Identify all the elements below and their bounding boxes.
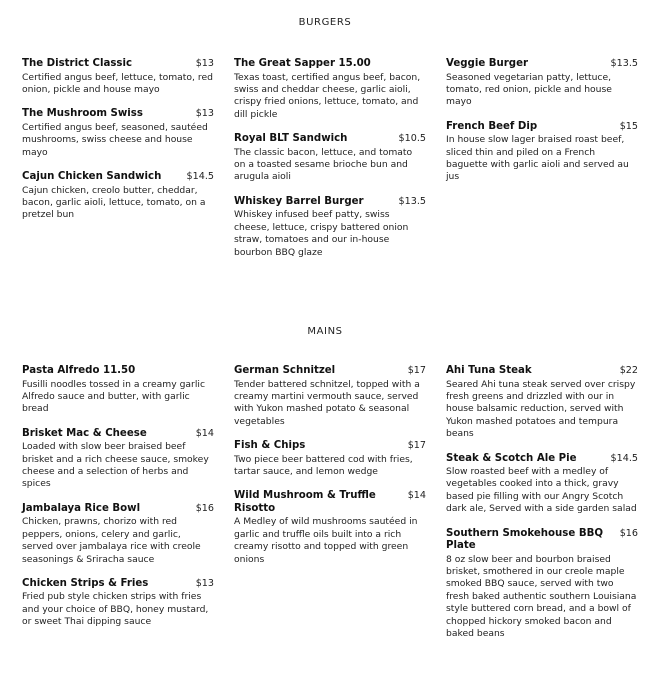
- menu-item: [234, 58, 426, 121]
- item-description: Texas toast, certified angus beef, bacon, swiss and cheddar cheese, garlic aioli, crispy fried onions, lettuce, tomato, and dill pickle: [234, 71, 421, 120]
- item-name: Royal BLT Sandwich: [234, 133, 348, 145]
- menu-item: [22, 578, 214, 629]
- menu-item: [234, 133, 426, 184]
- item-name: Steak & Scotch Ale Pie: [446, 452, 577, 464]
- menu-item: [234, 440, 426, 478]
- item-name: Chicken Strips & Fries: [22, 577, 149, 589]
- menu-item: [234, 365, 426, 428]
- item-price: $10.5: [398, 133, 426, 145]
- menu-item: [22, 171, 214, 222]
- menu-item: [22, 428, 214, 491]
- item-price: $16: [195, 502, 214, 514]
- item-description: Fusilli noodles tossed in a creamy garlic Alfredo sauce and butter, with garlic bread: [22, 378, 205, 415]
- item-price: $13: [195, 108, 214, 120]
- menu-item: [22, 58, 214, 96]
- menu-item: [446, 528, 638, 641]
- item-name: Brisket Mac & Cheese: [22, 427, 147, 439]
- item-name: The District Classic: [22, 58, 133, 69]
- menu-item: [22, 365, 214, 416]
- section-title-burgers: BURGERS: [298, 17, 352, 28]
- item-description: Chicken, prawns, chorizo with red peppers, onions, celery and garlic, served over jambalaya rice with creole seasonings & Sriracha sauce: [22, 516, 201, 565]
- burgers-column-2: [234, 58, 426, 271]
- item-description: A Medley of wild mushrooms sautéed in garlic and truffle oils built into a rich creamy risotto and topped with green onions: [234, 516, 418, 565]
- item-price: $15: [619, 120, 638, 132]
- menu-item: [446, 58, 638, 109]
- item-description: Slow roasted beef with a medley of vegetables cooked into a thick, gravy based pie filling with our Angry Scotch dark ale, Served with a side garden salad: [446, 466, 637, 515]
- mains-column-1: [22, 365, 214, 641]
- item-name: French Beef Dip: [446, 120, 538, 132]
- item-name: Southern Smokehouse BBQ Plate: [446, 527, 604, 552]
- item-name: Pasta Alfredo 11.50: [22, 365, 136, 376]
- item-description: Certified angus beef, lettuce, tomato, red onion, pickle and house mayo: [22, 71, 213, 95]
- menu-item: [446, 365, 638, 441]
- burgers-column-1: [22, 58, 214, 234]
- item-name: The Great Sapper 15.00: [234, 58, 371, 69]
- section-title-mains: MAINS: [307, 326, 343, 337]
- item-name: Cajun Chicken Sandwich: [22, 171, 162, 183]
- item-price: $13: [195, 58, 214, 69]
- item-price: $14: [407, 490, 426, 502]
- item-name: Veggie Burger: [446, 58, 529, 69]
- item-name: Fish & Chips: [234, 440, 306, 452]
- item-name: Jambalaya Rice Bowl: [22, 502, 141, 514]
- menu-item: [446, 453, 638, 516]
- item-name: Ahi Tuna Steak: [446, 365, 532, 376]
- menu-item: [446, 121, 638, 184]
- item-description: The classic bacon, lettuce, and tomato on a toasted sesame brioche bun and arugula aioli: [234, 146, 413, 183]
- item-price: $14: [195, 427, 214, 439]
- item-name: Wild Mushroom & Truffle Risotto: [234, 490, 376, 514]
- item-price: $14.5: [610, 452, 638, 464]
- item-price: $22: [619, 365, 638, 376]
- item-price: $13.5: [610, 58, 638, 69]
- item-name: The Mushroom Swiss: [22, 108, 143, 120]
- item-price: $13.5: [398, 195, 426, 207]
- item-description: In house slow lager braised roast beef, sliced thin and piled on a French baguette with garlic aioli and served au jus: [446, 134, 629, 183]
- item-price: $17: [407, 365, 426, 376]
- item-name: Whiskey Barrel Burger: [234, 195, 364, 207]
- item-description: Seared Ahi tuna steak served over crispy fresh greens and drizzled with our in house balsamic reduction, served with Yukon mashed potatoes and tempura beans: [446, 378, 636, 440]
- item-price: $14.5: [186, 171, 214, 183]
- menu-item: [22, 503, 214, 566]
- menu-item: [234, 196, 426, 259]
- item-description: Certified angus beef, seasoned, sautéed mushrooms, swiss cheese and house mayo: [22, 121, 208, 158]
- mains-column-2: [234, 365, 426, 578]
- menu-item: [22, 108, 214, 159]
- item-description: Two piece beer battered cod with fries, tartar sauce, and lemon wedge: [234, 453, 413, 478]
- item-price: $17: [407, 440, 426, 452]
- item-description: Tender battered schnitzel, topped with a creamy martini vermouth sauce, served with Yukon mashed potato & seasonal vegetables: [234, 378, 420, 427]
- item-description: Whiskey infused beef patty, swiss cheese, lettuce, crispy battered onion straw, tomatoes and our in-house bourbon BBQ glaze: [234, 209, 409, 258]
- burgers-column-3: [446, 58, 638, 196]
- item-description: 8 oz slow beer and bourbon braised brisket, smothered in our creole maple smoked BBQ sauce, served with two fresh baked authentic southern Louisiana style buttered corn bread, and a bowl of chopped hickory smoked bacon and baked beans: [446, 553, 637, 640]
- item-description: Seasoned vegetarian patty, lettuce, tomato, red onion, pickle and house mayo: [446, 71, 612, 108]
- menu-item: [234, 490, 426, 566]
- item-description: Cajun chicken, creolo butter, cheddar, bacon, garlic aioli, lettuce, tomato, on a pretzel bun: [22, 184, 206, 221]
- item-description: Loaded with slow beer braised beef brisket and a rich cheese sauce, smokey cheese and a selection of herbs and spices: [22, 441, 209, 490]
- item-price: $16: [619, 527, 638, 539]
- item-description: Fried pub style chicken strips with fries and your choice of BBQ, honey mustard, or sweet Thai dipping sauce: [22, 591, 209, 628]
- item-price: $13: [195, 577, 214, 589]
- mains-column-3: [446, 365, 638, 653]
- item-name: German Schnitzel: [234, 365, 336, 376]
